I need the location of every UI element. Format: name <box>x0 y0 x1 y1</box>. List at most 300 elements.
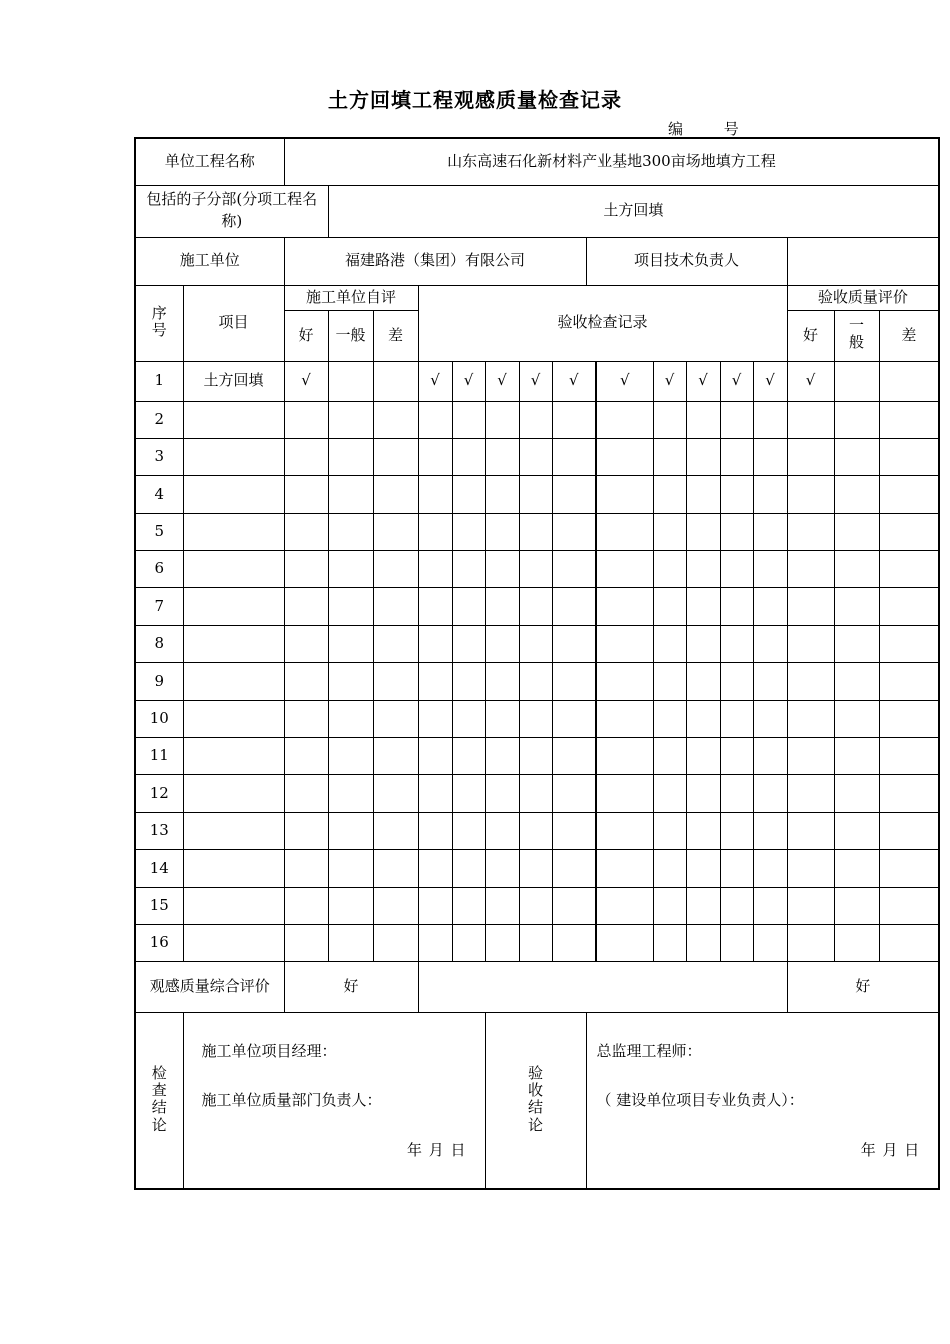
self-eval-cell <box>284 551 328 588</box>
check-conclusion-label: 检查结论 <box>135 1013 183 1189</box>
check-mark-cell <box>418 887 452 924</box>
check-mark-cell <box>552 551 596 588</box>
check-mark-cell <box>653 700 686 737</box>
check-mark-cell <box>596 663 653 700</box>
check-mark-cell <box>452 924 485 961</box>
table-row <box>135 775 939 812</box>
conclusion-row <box>135 1013 939 1189</box>
acc-eval-cell <box>787 775 834 812</box>
table-row <box>135 438 939 475</box>
check-mark-cell <box>452 588 485 625</box>
check-mark-cell <box>596 588 653 625</box>
check-mark-cell <box>653 775 686 812</box>
row-item <box>183 663 284 700</box>
table-row <box>135 588 939 625</box>
self-eval-cell <box>284 700 328 737</box>
table-row <box>135 476 939 513</box>
self-eval-cell <box>373 738 418 775</box>
row-number: 5 <box>135 513 183 550</box>
row-item <box>183 775 284 812</box>
acc-eval-cell <box>834 551 879 588</box>
self-eval-cell <box>328 924 373 961</box>
document-title: 土方回填工程观感质量检查记录 <box>328 88 622 112</box>
acceptance-eval-header: 验收质量评价 <box>787 285 939 310</box>
acc-eval-cell <box>879 513 939 550</box>
check-mark-cell <box>485 588 519 625</box>
contractor-signature-cell <box>183 1013 485 1189</box>
check-mark-cell <box>686 513 720 550</box>
check-mark-cell <box>552 850 596 887</box>
check-mark-cell <box>485 401 519 438</box>
self-eval-cell <box>284 625 328 662</box>
check-mark-cell <box>753 663 787 700</box>
check-mark-cell <box>519 700 552 737</box>
row-item <box>183 588 284 625</box>
acc-eval-cell <box>879 438 939 475</box>
tech-lead-value <box>787 237 939 285</box>
row-item: 土方回填 <box>183 361 284 401</box>
acc-eval-cell <box>834 361 879 401</box>
quality-head-label: 施工单位质量部门负责人： <box>201 1091 382 1110</box>
left-date: 年 月 日 <box>406 1141 467 1160</box>
acc-eval-cell <box>879 887 939 924</box>
acc-eval-cell <box>879 812 939 849</box>
acc-eval-cell <box>879 700 939 737</box>
overall-eval-row <box>135 962 939 1013</box>
self-good-header: 好 <box>284 310 328 361</box>
check-mark-cell <box>753 438 787 475</box>
self-eval-cell <box>328 401 373 438</box>
acc-eval-cell <box>879 551 939 588</box>
self-eval-cell <box>284 438 328 475</box>
check-mark-cell <box>452 438 485 475</box>
self-eval-cell <box>373 924 418 961</box>
row-item <box>183 738 284 775</box>
check-mark-cell <box>485 924 519 961</box>
acc-eval-cell <box>834 924 879 961</box>
check-mark-cell <box>418 551 452 588</box>
row-number: 3 <box>135 438 183 475</box>
check-mark-cell <box>753 700 787 737</box>
check-mark-cell <box>596 924 653 961</box>
check-mark-cell <box>485 738 519 775</box>
self-eval-cell: √ <box>284 361 328 401</box>
check-mark-cell <box>596 551 653 588</box>
check-mark-cell <box>686 738 720 775</box>
serial-number-label: 编 号 <box>668 120 757 138</box>
check-mark-cell <box>418 850 452 887</box>
row-number: 9 <box>135 663 183 700</box>
check-mark-cell: √ <box>485 361 519 401</box>
check-mark-cell <box>596 887 653 924</box>
self-eval-cell <box>328 850 373 887</box>
self-eval-cell <box>328 625 373 662</box>
check-mark-cell <box>452 738 485 775</box>
check-mark-cell <box>653 401 686 438</box>
acc-eval-cell <box>834 438 879 475</box>
self-eval-cell <box>373 588 418 625</box>
row-item <box>183 513 284 550</box>
item-header: 项目 <box>183 285 284 361</box>
acc-eval-cell <box>787 663 834 700</box>
check-mark-cell <box>686 588 720 625</box>
check-mark-cell <box>686 476 720 513</box>
row-item <box>183 924 284 961</box>
acc-eval-cell <box>879 924 939 961</box>
check-mark-cell <box>552 700 596 737</box>
check-mark-cell <box>753 850 787 887</box>
check-mark-cell <box>485 812 519 849</box>
check-mark-cell <box>686 812 720 849</box>
self-eval-cell <box>373 625 418 662</box>
check-mark-cell <box>418 625 452 662</box>
self-eval-cell <box>373 551 418 588</box>
check-mark-cell <box>485 476 519 513</box>
check-mark-cell <box>596 738 653 775</box>
acc-eval-cell <box>879 738 939 775</box>
overall-eval-label: 观感质量综合评价 <box>135 962 284 1013</box>
self-eval-cell <box>373 438 418 475</box>
chief-supervisor-label: 总监理工程师： <box>596 1042 702 1061</box>
check-mark-cell <box>552 588 596 625</box>
acc-good-header: 好 <box>787 310 834 361</box>
check-mark-cell <box>653 588 686 625</box>
acc-eval-cell <box>879 588 939 625</box>
check-mark-cell <box>418 588 452 625</box>
check-mark-cell <box>653 476 686 513</box>
self-eval-cell <box>328 476 373 513</box>
overall-self-value: 好 <box>284 962 418 1013</box>
row-number: 1 <box>135 361 183 401</box>
check-mark-cell <box>452 551 485 588</box>
row-number: 14 <box>135 850 183 887</box>
row-number: 10 <box>135 700 183 737</box>
check-mark-cell <box>519 588 552 625</box>
self-eval-header: 施工单位自评 <box>284 285 418 310</box>
check-mark-cell <box>653 738 686 775</box>
row-number: 4 <box>135 476 183 513</box>
acc-poor-header: 差 <box>879 310 939 361</box>
check-mark-cell <box>485 551 519 588</box>
row-number: 16 <box>135 924 183 961</box>
check-mark-cell <box>552 738 596 775</box>
check-mark-cell <box>519 775 552 812</box>
column-header-row-1 <box>135 285 939 310</box>
check-mark-cell <box>720 551 753 588</box>
row-item <box>183 887 284 924</box>
unit-project-value: 山东高速石化新材料产业基地300亩场地填方工程 <box>284 138 939 185</box>
table-row <box>135 625 939 662</box>
check-mark-cell <box>519 812 552 849</box>
self-eval-cell <box>328 361 373 401</box>
check-mark-cell <box>418 812 452 849</box>
check-mark-cell <box>753 513 787 550</box>
check-mark-cell <box>452 625 485 662</box>
acc-eval-cell <box>787 551 834 588</box>
table-row <box>135 551 939 588</box>
check-mark-cell <box>552 513 596 550</box>
self-eval-cell <box>284 588 328 625</box>
check-mark-cell: √ <box>686 361 720 401</box>
self-eval-cell <box>328 700 373 737</box>
row-item <box>183 625 284 662</box>
acc-eval-cell <box>787 812 834 849</box>
table-row <box>135 700 939 737</box>
acc-eval-cell <box>834 401 879 438</box>
self-general-header: 一般 <box>328 310 373 361</box>
acc-eval-cell <box>879 850 939 887</box>
seq-header: 序号 <box>135 285 183 361</box>
check-mark-cell <box>753 401 787 438</box>
check-mark-cell: √ <box>418 361 452 401</box>
self-poor-header: 差 <box>373 310 418 361</box>
self-eval-cell <box>328 663 373 700</box>
self-eval-cell <box>328 812 373 849</box>
check-mark-cell <box>452 401 485 438</box>
check-mark-cell: √ <box>596 361 653 401</box>
check-mark-cell <box>720 625 753 662</box>
acc-eval-cell <box>787 625 834 662</box>
check-mark-cell <box>653 438 686 475</box>
check-mark-cell <box>519 924 552 961</box>
check-mark-cell <box>596 700 653 737</box>
acc-eval-cell <box>834 850 879 887</box>
check-mark-cell: √ <box>753 361 787 401</box>
acc-eval-cell <box>787 738 834 775</box>
check-mark-cell <box>485 438 519 475</box>
unit-project-row <box>135 138 939 185</box>
self-eval-cell <box>328 513 373 550</box>
acc-eval-cell <box>787 924 834 961</box>
table-row <box>135 887 939 924</box>
check-mark-cell <box>418 700 452 737</box>
acc-eval-cell <box>879 775 939 812</box>
check-mark-cell <box>485 663 519 700</box>
check-mark-cell <box>720 663 753 700</box>
row-item <box>183 438 284 475</box>
check-mark-cell <box>485 513 519 550</box>
check-mark-cell <box>686 663 720 700</box>
supervisor-signature-cell <box>586 1013 939 1189</box>
check-mark-cell <box>519 438 552 475</box>
check-mark-cell <box>653 551 686 588</box>
check-mark-cell <box>753 625 787 662</box>
check-mark-cell <box>418 438 452 475</box>
check-mark-cell <box>452 850 485 887</box>
check-mark-cell <box>519 738 552 775</box>
check-mark-cell <box>519 513 552 550</box>
acc-eval-cell <box>787 438 834 475</box>
check-mark-cell <box>753 775 787 812</box>
check-mark-cell <box>452 663 485 700</box>
contractor-label: 施工单位 <box>135 237 284 285</box>
self-eval-cell <box>328 738 373 775</box>
check-mark-cell <box>552 438 596 475</box>
acc-eval-cell <box>834 625 879 662</box>
acc-eval-cell <box>834 700 879 737</box>
check-mark-cell <box>753 812 787 849</box>
row-number: 8 <box>135 625 183 662</box>
self-eval-cell <box>373 476 418 513</box>
check-mark-cell <box>452 476 485 513</box>
check-mark-cell <box>596 775 653 812</box>
row-number: 11 <box>135 738 183 775</box>
self-eval-cell <box>284 812 328 849</box>
check-mark-cell <box>552 663 596 700</box>
self-eval-cell <box>373 361 418 401</box>
check-mark-cell <box>418 476 452 513</box>
acc-eval-cell <box>787 476 834 513</box>
row-item <box>183 812 284 849</box>
check-mark-cell <box>452 887 485 924</box>
acc-eval-cell <box>787 401 834 438</box>
table-row <box>135 513 939 550</box>
acc-eval-cell <box>879 663 939 700</box>
check-mark-cell <box>596 401 653 438</box>
check-mark-cell <box>452 700 485 737</box>
check-mark-cell <box>720 887 753 924</box>
check-mark-cell <box>596 476 653 513</box>
overall-acc-value: 好 <box>787 962 939 1013</box>
row-item <box>183 850 284 887</box>
self-eval-cell <box>373 401 418 438</box>
self-eval-cell <box>284 887 328 924</box>
check-mark-cell <box>653 625 686 662</box>
check-mark-cell <box>720 850 753 887</box>
check-mark-cell <box>653 513 686 550</box>
check-mark-cell <box>485 850 519 887</box>
check-mark-cell <box>552 625 596 662</box>
check-mark-cell <box>720 924 753 961</box>
check-mark-cell <box>653 663 686 700</box>
self-eval-cell <box>373 775 418 812</box>
self-eval-cell <box>284 401 328 438</box>
project-manager-label: 施工单位项目经理： <box>201 1042 337 1061</box>
check-mark-cell <box>720 738 753 775</box>
acceptance-conclusion-label: 验收结论 <box>485 1013 586 1189</box>
check-mark-cell <box>720 438 753 475</box>
check-mark-cell: √ <box>452 361 485 401</box>
row-item <box>183 476 284 513</box>
self-eval-cell <box>284 513 328 550</box>
self-eval-cell <box>328 551 373 588</box>
acc-eval-cell <box>879 361 939 401</box>
check-mark-cell <box>686 924 720 961</box>
check-mark-cell <box>753 887 787 924</box>
owner-rep-label: （ 建设单位项目专业负责人）： <box>596 1091 804 1110</box>
row-number: 12 <box>135 775 183 812</box>
check-mark-cell <box>653 887 686 924</box>
self-eval-cell <box>373 663 418 700</box>
check-mark-cell <box>686 775 720 812</box>
contractor-row <box>135 237 939 285</box>
check-mark-cell <box>653 812 686 849</box>
table-row <box>135 663 939 700</box>
check-mark-cell <box>720 812 753 849</box>
subdivision-row <box>135 185 939 237</box>
acc-eval-cell <box>834 775 879 812</box>
check-mark-cell <box>686 700 720 737</box>
table-row <box>135 812 939 849</box>
acc-eval-cell <box>834 476 879 513</box>
acc-eval-cell <box>834 663 879 700</box>
check-mark-cell <box>519 401 552 438</box>
check-mark-cell <box>552 775 596 812</box>
check-mark-cell <box>753 476 787 513</box>
check-mark-cell <box>485 775 519 812</box>
subdivision-label: 包括的子分部(分项工程名称) <box>135 185 328 237</box>
acc-eval-cell <box>834 812 879 849</box>
tech-lead-label: 项目技术负责人 <box>586 237 787 285</box>
check-mark-cell <box>720 775 753 812</box>
check-mark-cell <box>596 513 653 550</box>
acc-eval-cell: √ <box>787 361 834 401</box>
inspection-record-header: 验收检查记录 <box>418 285 787 361</box>
self-eval-cell <box>284 850 328 887</box>
check-mark-cell <box>753 551 787 588</box>
acc-eval-cell <box>787 588 834 625</box>
self-eval-cell <box>284 738 328 775</box>
contractor-value: 福建路港（集团）有限公司 <box>284 237 586 285</box>
self-eval-cell <box>373 812 418 849</box>
acc-eval-cell <box>879 401 939 438</box>
check-mark-cell <box>452 812 485 849</box>
acc-eval-cell <box>834 513 879 550</box>
check-mark-cell <box>519 850 552 887</box>
check-mark-cell <box>418 738 452 775</box>
check-mark-cell <box>552 401 596 438</box>
check-mark-cell <box>418 924 452 961</box>
table-row <box>135 850 939 887</box>
check-mark-cell <box>720 700 753 737</box>
check-mark-cell <box>686 551 720 588</box>
check-mark-cell <box>596 812 653 849</box>
self-eval-cell <box>373 700 418 737</box>
check-mark-cell <box>418 663 452 700</box>
check-mark-cell: √ <box>720 361 753 401</box>
inspection-record-table <box>134 137 940 1190</box>
self-eval-cell <box>373 850 418 887</box>
self-eval-cell <box>284 924 328 961</box>
self-eval-cell <box>284 663 328 700</box>
check-mark-cell <box>519 551 552 588</box>
check-mark-cell <box>596 850 653 887</box>
check-mark-cell <box>686 438 720 475</box>
check-mark-cell <box>753 924 787 961</box>
check-mark-cell <box>552 924 596 961</box>
check-mark-cell <box>686 887 720 924</box>
check-mark-cell <box>519 887 552 924</box>
check-mark-cell <box>552 476 596 513</box>
check-mark-cell <box>552 812 596 849</box>
check-mark-cell <box>452 775 485 812</box>
acc-eval-cell <box>834 588 879 625</box>
check-mark-cell <box>418 775 452 812</box>
check-mark-cell <box>596 625 653 662</box>
check-mark-cell <box>720 588 753 625</box>
row-item <box>183 401 284 438</box>
acc-eval-cell <box>787 887 834 924</box>
check-mark-cell: √ <box>653 361 686 401</box>
check-mark-cell <box>519 625 552 662</box>
row-item <box>183 700 284 737</box>
table-row <box>135 361 939 401</box>
check-mark-cell: √ <box>552 361 596 401</box>
self-eval-cell <box>328 887 373 924</box>
check-mark-cell <box>720 401 753 438</box>
row-number: 6 <box>135 551 183 588</box>
self-eval-cell <box>373 513 418 550</box>
